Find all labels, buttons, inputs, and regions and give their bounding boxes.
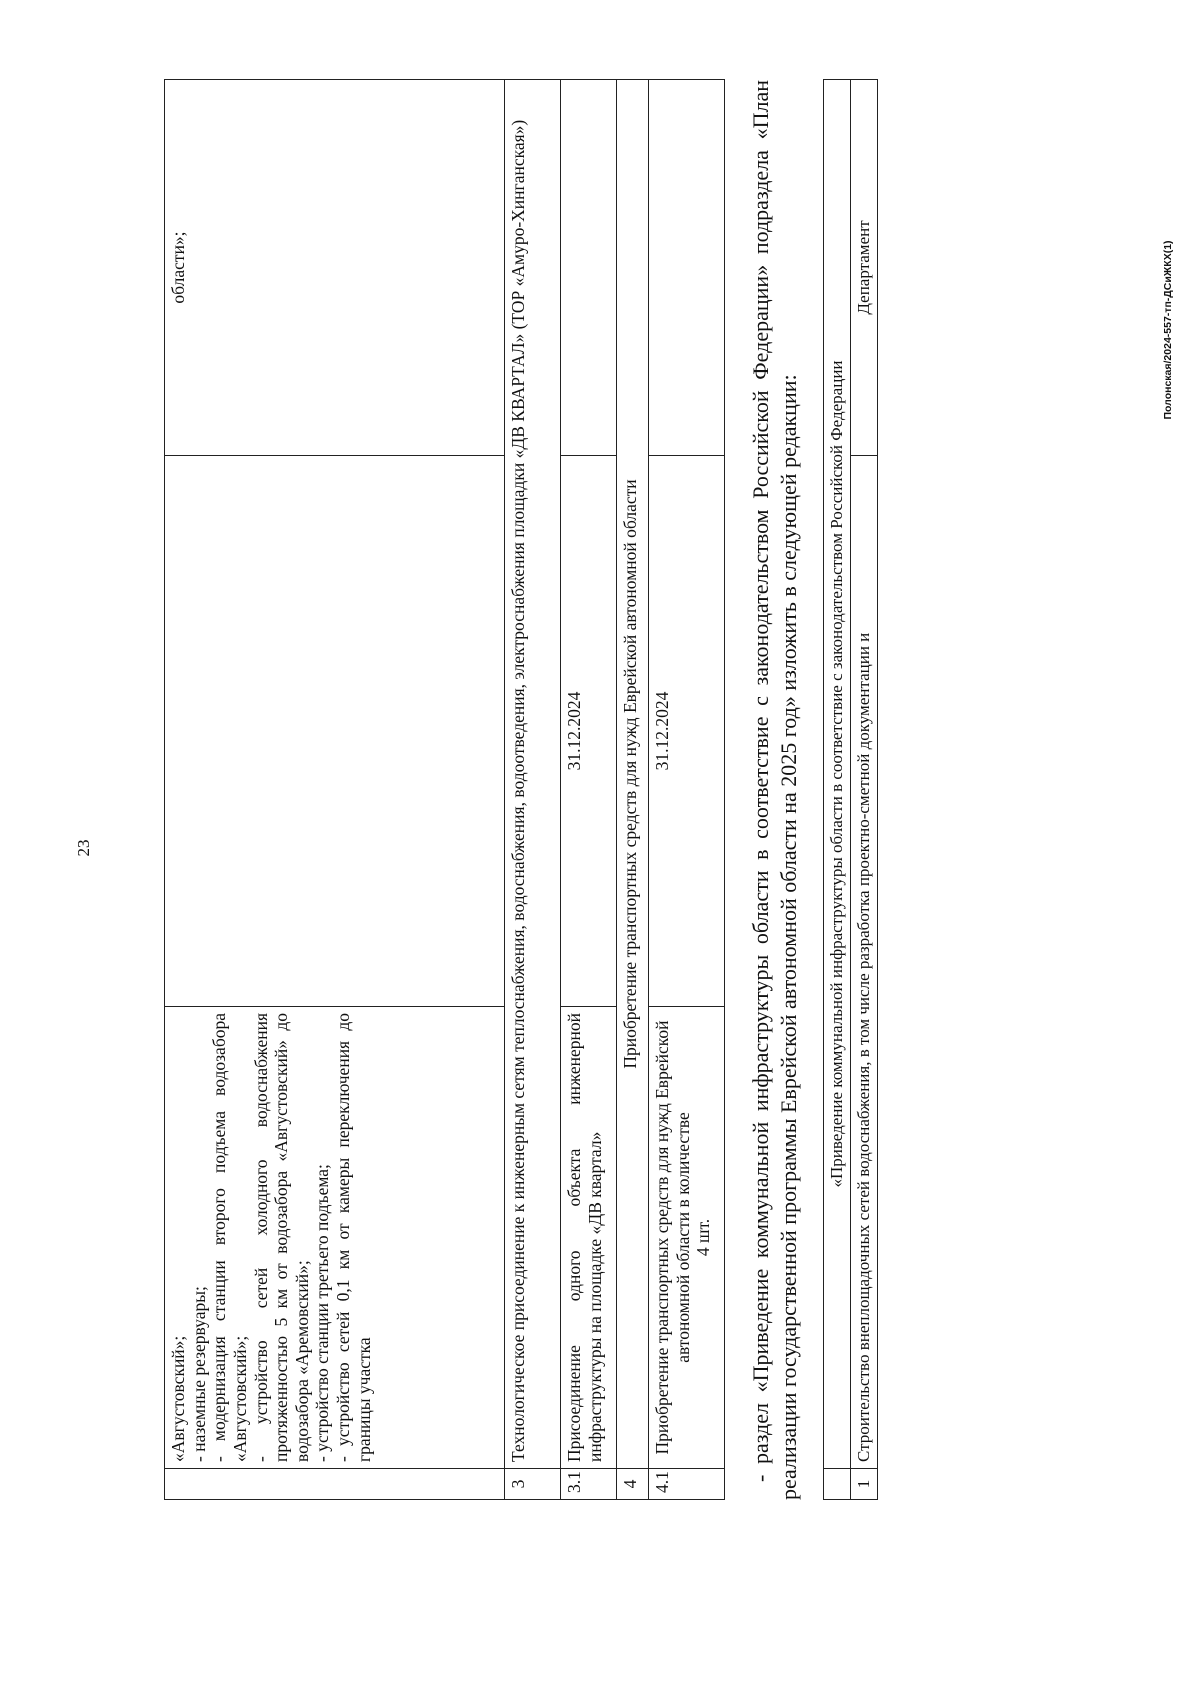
- document-code: Полонская/2024-557-тп-ДСиЖКХ(1): [1162, 240, 1174, 420]
- row-number: 1: [851, 1469, 878, 1500]
- row-description: Строительство внеплощадочных сетей водоснабжения, в том числе разработка проектно-сметной документации и: [851, 456, 878, 1469]
- row-date: 31.12.2024: [561, 456, 617, 1007]
- row-number: 3: [505, 1469, 561, 1500]
- row-responsible: [561, 80, 617, 456]
- row-description: Приобретение транспортных средств для нужд Еврейской автономной области в количестве 4 шт.: [649, 1007, 725, 1469]
- row-date: 31.12.2024: [649, 456, 725, 1007]
- row-description: «Августовский»; - наземные резервуары; - модернизация станции второго подъема водозабора «Августовский»; - устройство сетей холодного водоснабжения протяженностью 5 км от водозабора «Августовский» до водозабора «Аремовский»; - устройство станции третьего подъема; - устройство сетей 0,1 км от камеры переключения до границы участка: [165, 1007, 505, 1469]
- table-row: [505, 80, 561, 1500]
- table-row: [165, 80, 505, 1500]
- row-number: [824, 1469, 851, 1500]
- page-number: 23: [74, 839, 93, 857]
- row-description: Присоединение одного объекта инженерной инфраструктуры на площадке «ДВ квартал»: [561, 1007, 617, 1469]
- section-table: [823, 79, 878, 1500]
- amendment-paragraph: - раздел «Приведение коммунальной инфраструктуры области в соответствие с законодательством Российской Федерации» подраздела «План реализации государственной программы Еврейской автономной области на 2025 год» изложить в следующей редакции:: [748, 80, 802, 1500]
- table-row: [824, 79, 851, 1499]
- table-row: [649, 80, 725, 1500]
- row-responsible: [649, 80, 725, 456]
- row-merged-title: Технологическое присоединение к инженерным сетям теплоснабжения, водоснабжения, водоотведения, электроснабжения площадки «ДВ КВАРТАЛ» (ТОР «Амуро-Хинганская»): [505, 80, 561, 1469]
- table-row: [851, 79, 878, 1499]
- row-number: [165, 1469, 505, 1500]
- row-responsible: области»;: [165, 80, 505, 456]
- row-merged-title: Приобретение транспортных средств для нужд Еврейской автономной области: [617, 80, 649, 1469]
- row-responsible: Департамент: [851, 79, 878, 455]
- rotated-sheet: [164, 80, 964, 1500]
- table-row: [561, 80, 617, 1500]
- section-header: «Приведение коммунальной инфраструктуры области в соответствие с законодательством Российской Федерации: [824, 79, 851, 1468]
- plan-table: [164, 79, 725, 1500]
- row-number: 3.1: [561, 1469, 617, 1500]
- row-date: [165, 456, 505, 1007]
- table-row: [617, 80, 649, 1500]
- row-number: 4.1: [649, 1469, 725, 1500]
- row-number: 4: [617, 1469, 649, 1500]
